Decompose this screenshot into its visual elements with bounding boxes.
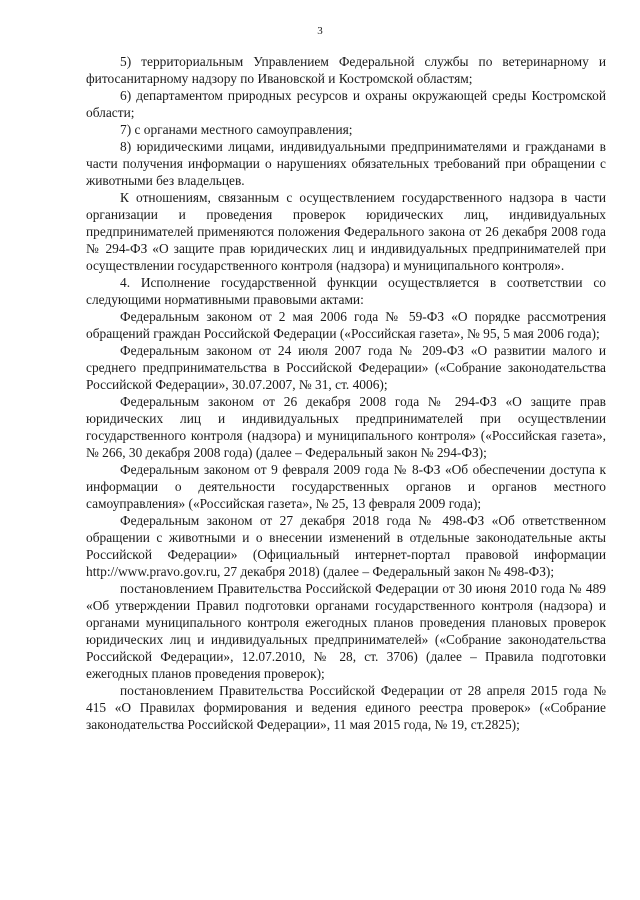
- paragraph-supervision-relations: К отношениям, связанным с осуществлением государственного надзора в части организации и проведения проверок юридических лиц, индивидуальных предпринимателей применяются положения Федерального закона от 26 декабря 2008 года № 294-ФЗ «О защите прав юридических лиц и индивидуальных предпринимателей при осуществлении государственного контроля (надзора) и муниципального контроля».: [86, 190, 606, 273]
- paragraph-item-8: 8) юридическими лицами, индивидуальными предпринимателями и гражданами в части получения информации о нарушениях обязательных требований при обращении с животными без владельцев.: [86, 139, 606, 188]
- paragraph-law-294-fz: Федеральным законом от 26 декабря 2008 года № 294-ФЗ «О защите прав юридических лиц и индивидуальных предпринимателей при осуществлении государственного контроля (надзора) и муниципального контроля» («Российская газета», № 266, 30 декабря 2008 года) (далее – Федеральный закон № 294-ФЗ);: [86, 394, 606, 460]
- document-body: [86, 53, 606, 733]
- paragraph-law-8-fz: Федеральным законом от 9 февраля 2009 года № 8-ФЗ «Об обеспечении доступа к информации о деятельности государственных органов и органов местного самоуправления» («Российская газета», № 25, 13 февраля 2009 года);: [86, 462, 606, 511]
- paragraph-section-4: 4. Исполнение государственной функции осуществляется в соответствии со следующими нормативными правовыми актами:: [86, 275, 606, 307]
- paragraph-item-7: 7) с органами местного самоуправления;: [120, 122, 353, 137]
- paragraph-law-59-fz: Федеральным законом от 2 мая 2006 года № 59-ФЗ «О порядке рассмотрения обращений граждан Российской Федерации («Российская газета», № 95, 5 мая 2006 года);: [86, 309, 606, 341]
- page-number: 3: [317, 25, 323, 37]
- paragraph-resolution-415: постановлением Правительства Российской Федерации от 28 апреля 2015 года № 415 «О Правилах формирования и ведения единого реестра проверок» («Собрание законодательства Российской Федерации», 11 мая 2015 года, № 19, ст.2825);: [86, 683, 606, 732]
- paragraph-item-5: 5) территориальным Управлением Федеральной службы по ветеринарному и фитосанитарному надзору по Ивановской и Костромской областям;: [86, 54, 606, 86]
- paragraph-law-209-fz: Федеральным законом от 24 июля 2007 года № 209-ФЗ «О развитии малого и среднего предпринимательства в Российской Федерации» («Собрание законодательства Российской Федерации», 30.07.2007, № 31, ст. 4006);: [86, 343, 606, 392]
- paragraph-item-6: 6) департаментом природных ресурсов и охраны окружающей среды Костромской области;: [86, 88, 606, 120]
- paragraph-resolution-489: постановлением Правительства Российской Федерации от 30 июня 2010 года № 489 «Об утверждении Правил подготовки органами государственного контроля (надзора) и органами муниципального контроля ежегодных планов проведения плановых проверок юридических лиц и индивидуальных предпринимателей» («Собрание законодательства Российской Федерации», 12.07.2010, № 28, ст. 3706) (далее – Правила подготовки ежегодных планов проведения проверок);: [86, 581, 606, 681]
- paragraph-law-498-fz: Федеральным законом от 27 декабря 2018 года № 498-ФЗ «Об ответственном обращении с животными и о внесении изменений в отдельные законодательные акты Российской Федерации» (Официальный интернет-портал правовой информации http://www.pravo.gov.ru, 27 декабря 2018) (далее – Федеральный закон № 498-ФЗ);: [86, 513, 606, 579]
